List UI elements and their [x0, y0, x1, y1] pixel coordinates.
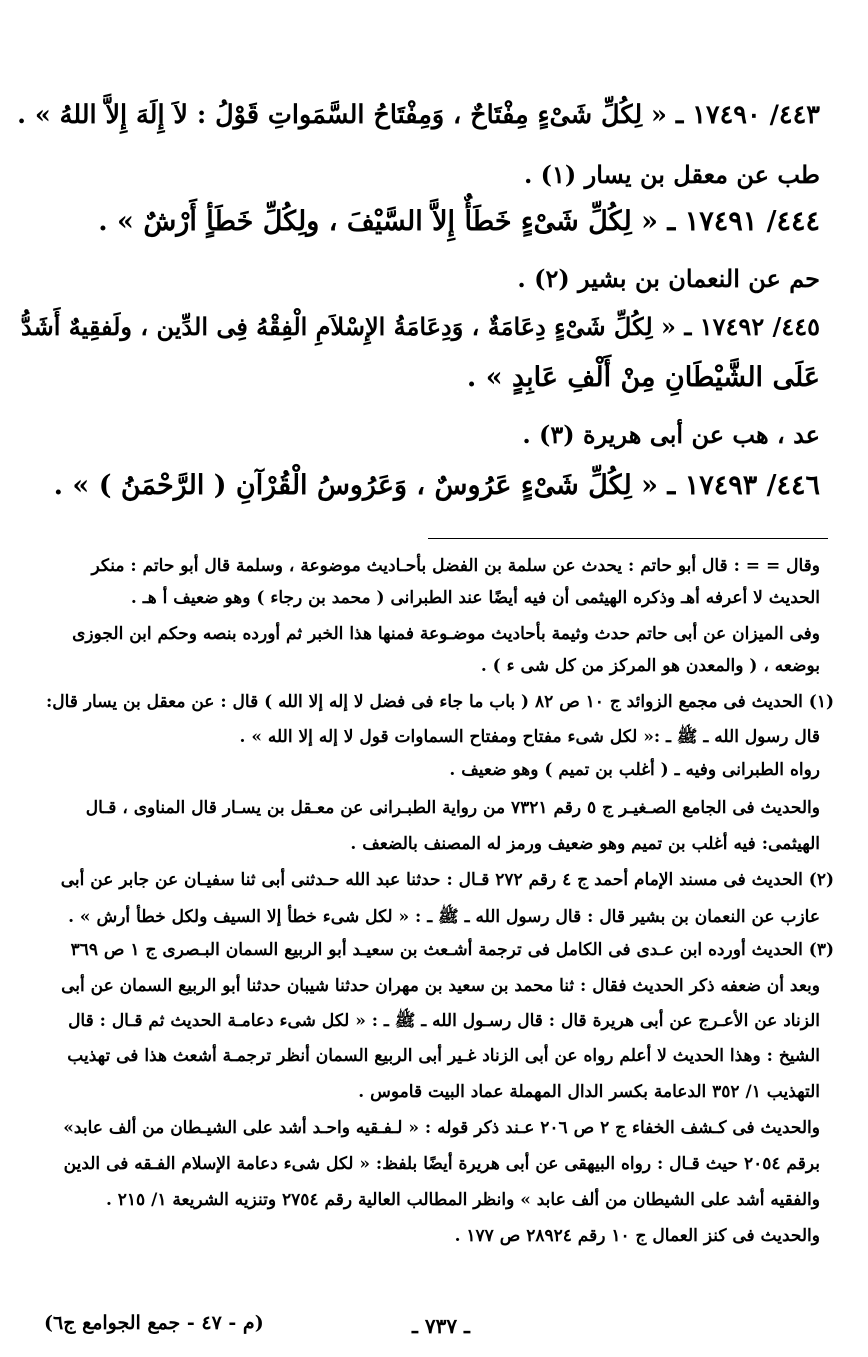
footnote-line: وقال = = : قال أبو حاتم : يحدث عن سلمة بن الفضل بأحـاديث موضوعة ، وسلمة قال أبو حاتم : منكر — [91, 556, 820, 576]
hadith-443: ٤٤٣/ ١٧٤٩٠ ـ « لِكُلِّ شَىْءٍ مِفْتَاحٌ ، وَمِفْتَاحُ السَّمَواتِ قَوْلُ : لاَ إِلَهَ إِلاَّ اللهُ » . — [17, 100, 820, 130]
hadith-444: ٤٤٤/ ١٧٤٩١ ـ « لِكُلِّ شَىْءٍ خَطَأٌ إِلاَّ السَّيْفَ ، ولِكُلِّ خَطَأٍ أَرْشٌ » . — [98, 206, 820, 237]
footnote-line: الشيخ : وهذا الحديث لا أعلم رواه عن أبى الزناد غـير أبى الربيع السمان أنظر ترجمـة أشعث هذا فى تهذيب — [67, 1046, 820, 1066]
hadith-443-source: طب عن معقل بن يسار (١) . — [523, 160, 820, 189]
footnote-line: الزناد عن الأعـرج عن أبى هريرة قال : قال رسـول الله ـ ﷺ ـ : « لكل شىء دعامـة الحديث ثم قـال : قال — [68, 1011, 820, 1031]
footnote-line: الهيثمى: فيه أغلب بن تميم وهو ضعيف ورمز له المصنف بالضعف . — [350, 834, 820, 854]
footnote-3: (٣) الحديث أورده ابن عـدى فى الكامل فى ترجمة أشـعث بن سعيـد أبو الربيع السمان البـصرى ج ١ ص ٣٦٩ — [70, 940, 834, 960]
hadith-445-cont: عَلَى الشَّيْطَانِ مِنْ أَلْفِ عَابِدٍ » . — [466, 362, 820, 393]
footnote-line: التهذيب ١/ ٣٥٢ الدعامة بكسر الدال المهملة عماد البيت قاموس . — [358, 1082, 820, 1102]
footnote-line: بوضعه ، ( والمعدن هو المركز من كل شى ء ) . — [480, 656, 820, 676]
footnote-line: وفى الميزان عن أبى حاتم حدث وثيمة بأحاديث موضـوعة فمنها هذا الخبر ثم أورده بنصه وحكم ابن الجوزى — [72, 624, 820, 644]
footnote-2: (٢) الحديث فى مسند الإمام أحمد ج ٤ رقم ٢٧٢ قـال : حدثنا عبد الله حـدثنى أبى ثنا سفيـان عن جابر عن أبى — [60, 870, 834, 890]
footnote-1: (١) الحديث فى مجمع الزوائد ج ١٠ ص ٨٢ ( باب ما جاء فى فضل لا إله إلا الله ) قال : عن معقل بن يسار قال: — [46, 692, 834, 712]
book-reference: (م - ٤٧ - جمع الجوامع ج٦) — [44, 1312, 264, 1334]
footnote-line: وبعد أن ضعفه ذكر الحديث فقال : ثنا محمد بن سعيد بن مهران حدثنا شيبان حدثنا أبو الربيع السمان عن أبى — [61, 976, 820, 996]
footnote-line: والحديث فى كـشف الخفاء ج ٢ ص ٢٠٦ عـند ذكر قوله : « لـفـقيه واحـد أشد على الشيـطان من ألف عابد» — [63, 1118, 820, 1138]
footnote-line: الحديث لا أعرفه أهـ وذكره الهيثمى أن فيه أيضًا عند الطبرانى ( محمد بن رجاء ) وهو ضعيف أ هـ . — [130, 588, 820, 608]
hadith-444-source: حم عن النعمان بن بشير (٢) . — [517, 264, 820, 293]
hadith-445: ٤٤٥/ ١٧٤٩٢ ـ « لِكُلِّ شَىْءٍ دِعَامَةٌ ، وَدِعَامَةُ الإِسْلاَمِ الْفِقْهُ فِى الدِّين ، ولَفقِيهٌ أَشَدُّ — [20, 312, 820, 341]
footnote-separator — [428, 538, 828, 539]
page-number: ـ ٧٣٧ ـ — [412, 1314, 470, 1338]
footnote-line: عازب عن النعمان بن بشير قال : قال رسول الله ـ ﷺ ـ : « لكل شىء خطأ إلا السيف ولكل خطأ أرش » . — [68, 907, 820, 927]
footnote-line: برقم ٢٠٥٤ حيث قـال : رواه البيهقى عن أبى هريرة أيضًا بلفظ: « لكل شىء دعامة الإسلام الفـقه فى الدين — [63, 1154, 820, 1174]
footnote-line: رواه الطبرانى وفيه ـ ( أغلب بن تميم ) وهو ضعيف . — [449, 760, 820, 780]
footnote-line: والحديث فى كنز العمال ج ١٠ رقم ٢٨٩٢٤ ص ١٧٧ . — [454, 1226, 820, 1246]
hadith-446: ٤٤٦/ ١٧٤٩٣ ـ « لِكُلِّ شَىْءٍ عَرُوسٌ ، وَعَرُوسُ الْقُرْآنِ ( الرَّحْمَنُ ) » . — [53, 470, 820, 501]
footnote-line: والفقيه أشد على الشيطان من ألف عابد » وانظر المطالب العالية رقم ٢٧٥٤ وتنزيه الشريعة ١/ ٢١٥ . — [105, 1190, 820, 1210]
footnote-line: قال رسول الله ـ ﷺ ـ :« لكل شىء مفتاح ومفتاح السماوات قول لا إله إلا الله » . — [239, 727, 820, 747]
hadith-445-source: عد ، هب عن أبى هريرة (٣) . — [522, 420, 820, 449]
footnote-line: والحديث فى الجامع الصـغيـر ج ٥ رقم ٧٣٢١ من رواية الطبـرانى عن معـقل بن يسـار قال المناوى ، قـال — [85, 798, 820, 818]
